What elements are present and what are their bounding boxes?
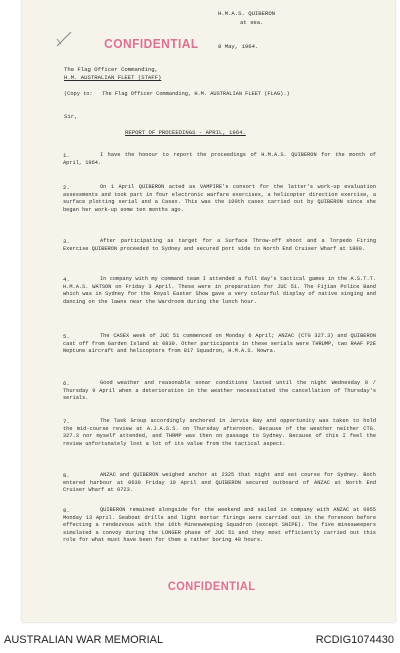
paragraph-number: 3. [63,238,70,245]
archive-footer [0,630,400,653]
paragraph-number: 7. [63,418,70,425]
addressee-line-1: The Flag Officer Commanding, [64,66,158,73]
header-location: at sea. [240,19,264,26]
paragraph: Good weather and reasonable sonar conditions lasted until the night Wednesday 8 / Thursday 9 April when a deterioration in the weather necessitated the cancellation of Thursday's serials. [63,380,376,401]
paragraph-number: 9. [63,507,70,514]
paragraph-number: 4. [63,276,70,283]
paragraph: The Task Group accordingly anchored in Jervis Bay and opportunity was taken to hold the mid-course review at A.J.A.S.S. on Thursday afternoon. Because of the weather neither CTG. 327.3 nor myself attended, and THRMP was then on passage to Sydney. Because of this I feel the review unfortunately lost a lot of its value from the tactical aspect. [63,418,376,447]
paragraph: I have the honour to report the proceedings of H.M.A.S. QUIBERON for the month of April, 1964. [63,152,376,166]
paragraph: ANZAC and QUIBERON weighed anchor at 2325 that night and set course for Sydney. Both entered harbour at 0630 Friday 10 April and QUIBERON secured outboard of ANZAC at North End Cruiser Wharf at 0723. [63,472,376,493]
paragraph: QUIBERON remained alongside for the weekend and sailed in company with ANZAC at 0955 Monday 13 April. Seaboat drills and light mortar firings were carried out in the forenoon before effecting a rendezvous with the 16th Minesweeping Squadron (except SNIPE). The five minesweepers simulated a convoy during the LONGER phase of JUC 51 and they most efficiently carried out this role for what must have been for them a rather boring 48 hours. [63,507,376,543]
classification-stamp-top: CONFIDENTIAL [104,36,199,51]
header-ship: H.M.A.S. QUIBERON [218,10,276,17]
document-page [22,0,395,622]
paragraph-number: 1. [63,152,70,159]
paragraph-number: 2. [63,184,70,191]
paragraph: On 1 April QUIBERON acted as VAMPIRE's consort for the latter's work-up evaluation assessments and took part in four electronic warfare exercises, a helicopter direction exercise, a surface plotting serial and a Casex. This was the 100th casex carried out by QUIBERON since she began her work-up some ten months ago. [63,184,376,213]
footer-record-id: RCDIG1074430 [315,634,394,646]
paragraph: The CASEX week of JUC 51 commenced on Monday 6 April; ANZAC (CTG 327.3) and QUIBERON cast off from Garden Island at 0830. Other participants in these serials were THRUMP, two RAAF P2E Neptune aircraft and helicopters from 817 Squadron, H.M.A.S. Nowra. [63,333,376,354]
corner-tick-icon [55,30,73,48]
paragraph: After participating as target for a Surface Throw-off shoot and a Torpedo Firing Exercise QUIBERON proceeded to Sydney and secured port side to North End Cruiser Wharf at 1800. [63,238,376,252]
report-title: REPORT OF PROCEEDINGS - APRIL, 1964. [125,129,246,136]
document-date: 8 May, 1964. [218,43,259,50]
copy-line: (Copy to: The Flag Officer Commanding, H.M. AUSTRALIAN FLEET (FLAG).) [64,91,290,97]
addressee-line-2: H.M. AUSTRALIAN FLEET (STAFF) [64,74,162,81]
paragraph-number: 5. [63,333,70,340]
footer-institution: AUSTRALIAN WAR MEMORIAL [4,634,164,646]
paragraph: In company with my command team I attended a full day's tactical games in the A.S.T.T. H.M.A.S. WATSON on Friday 3 April. These were in preparation for JUC 51. The Fijian Police Band which was in Sydney for the Royal Easter Show gave a very colourful display of native singing and dancing on the lawns near the Wardroom during the lunch hour. [63,276,376,305]
salutation: Sir, [64,113,78,120]
paragraph-number: 6. [63,380,70,387]
classification-stamp-bottom: CONFIDENTIAL [167,579,256,593]
paragraph-number: 8. [63,472,70,479]
